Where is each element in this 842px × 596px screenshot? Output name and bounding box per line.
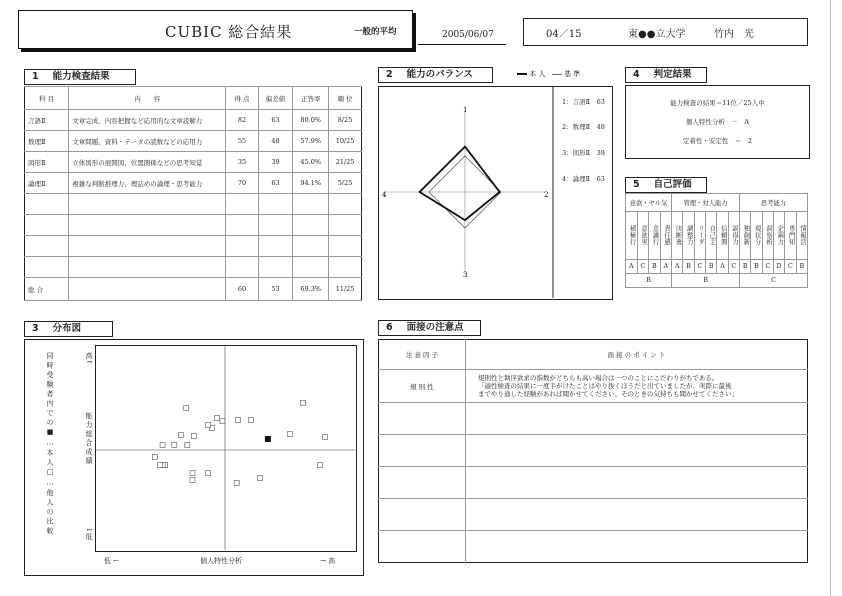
school-name: 東●●立大学 — [628, 29, 686, 40]
examinee-box — [523, 18, 808, 46]
scatter-point-other — [191, 434, 196, 439]
scatter-point-other — [234, 481, 239, 486]
self-eval-grade: C — [694, 260, 705, 274]
scatter-point-other — [172, 443, 177, 448]
table-row — [25, 173, 362, 194]
radar-item-value: 63 — [596, 98, 605, 106]
col-score: 得 点 — [226, 87, 259, 110]
self-eval-grade: C — [637, 260, 649, 274]
self-eval-grade: A — [717, 260, 728, 274]
scatter-point-other — [184, 406, 189, 411]
self-eval-item-label: 情報活 — [799, 225, 807, 246]
factor-label: 規 則 性 — [379, 370, 466, 403]
row-rank: 21/25 — [329, 152, 362, 173]
self-eval-item-label: 独創新 — [742, 225, 750, 246]
self-eval-item-label: リーダ — [697, 225, 705, 246]
group-motivation: 意欲・ヤル気 — [626, 194, 672, 212]
scatter-point-other — [152, 455, 157, 460]
table-row — [25, 110, 362, 131]
self-eval-item — [785, 212, 796, 260]
self-eval-item-label: 積極行 — [628, 225, 636, 246]
self-eval-group-row — [626, 194, 808, 212]
sec2-num: 2 — [386, 69, 393, 80]
self-eval-item — [739, 212, 750, 260]
row-subject: 数理Ⅱ — [25, 131, 69, 152]
sec3-title: 分布図 — [52, 323, 82, 334]
scatter-point-other — [206, 423, 211, 428]
row-subject: 図形Ⅱ — [25, 152, 69, 173]
self-eval-grade: B — [796, 260, 807, 274]
scatter-point-other — [288, 432, 293, 437]
self-eval-item — [683, 212, 694, 260]
y-low-label: ↓低 — [85, 527, 93, 540]
self-eval-item — [694, 212, 705, 260]
row-score: 35 — [226, 152, 259, 173]
scatter-point-other — [258, 476, 263, 481]
interview-row — [379, 370, 808, 403]
row-rate: 94.1% — [293, 173, 329, 194]
table-header-row — [25, 87, 362, 110]
radar-axis-label-1: 1 — [463, 106, 468, 114]
sec6-heading — [378, 320, 481, 336]
ability-table — [24, 86, 362, 301]
row-rank: 10/25 — [329, 131, 362, 152]
sec6-title: 面接の注意点 — [406, 322, 464, 333]
self-eval-item-label: 説得力 — [731, 225, 739, 246]
self-eval-item-label: 自己主 — [708, 225, 716, 246]
summary-management: B — [672, 274, 740, 288]
self-eval-item-label: 現状分 — [753, 225, 761, 246]
col-factor: 注 意 因 子 — [379, 340, 466, 370]
self-eval-summary-row — [626, 274, 808, 288]
legend-std: 基 準 — [563, 70, 581, 78]
judgement-line-1: 能力検査の結果＝11位／25人中 — [670, 99, 765, 107]
self-eval-item — [626, 212, 638, 260]
page-edge — [830, 0, 831, 596]
interview-row-empty — [379, 499, 808, 531]
scatter-point-other — [215, 416, 220, 421]
scatter-svg — [95, 345, 357, 552]
self-eval-item-label: 意識行 — [651, 225, 659, 246]
self-eval-item — [728, 212, 739, 260]
scatter-point-other — [190, 478, 195, 483]
row-content: 文章完成、内容把握など応用的な文章読解力 — [69, 110, 226, 131]
self-eval-item — [751, 212, 762, 260]
radar-legend — [517, 69, 580, 79]
self-eval-item — [706, 212, 717, 260]
sec5-heading — [625, 177, 707, 193]
examinee-id: 04／15 — [546, 29, 582, 40]
scatter-point-other — [220, 419, 225, 424]
radar-item — [562, 148, 605, 157]
col-rank: 順 位 — [329, 87, 362, 110]
self-eval-grade: C — [785, 260, 796, 274]
total-dev: 53 — [258, 278, 293, 301]
table-row-empty — [25, 215, 362, 236]
radar-item-value: 39 — [596, 149, 605, 157]
scatter-point-self — [265, 436, 271, 442]
judgement-line-3: 定着性・安定性 ＝ 2 — [682, 137, 753, 145]
y-axis-label: 能力総合成績 — [85, 412, 93, 466]
sec5-title: 自己評価 — [653, 179, 692, 190]
summary-thinking: C — [739, 274, 807, 288]
col-deviation: 偏差値 — [258, 87, 293, 110]
judgement-box — [625, 85, 810, 159]
interview-row-empty — [379, 403, 808, 435]
interview-row-empty — [379, 531, 808, 563]
self-eval-grade: A — [672, 260, 683, 274]
sec2-heading — [378, 67, 493, 83]
radar-item-label: 2：数理Ⅱ — [562, 123, 591, 131]
self-eval-item — [649, 212, 661, 260]
interview-row-empty — [379, 467, 808, 499]
self-eval-item-label: 調整力 — [685, 225, 693, 246]
self-eval-grade: B — [683, 260, 694, 274]
point-text-line-1: 規則性と執序欲求の指数がどちらも高い場合は一つのことにこだわりがちである。 — [478, 374, 719, 382]
row-subject: 論理Ⅱ — [25, 173, 69, 194]
radar-item — [562, 97, 605, 106]
legend-std-swatch — [552, 74, 562, 75]
table-row — [25, 152, 362, 173]
radar-item-value: 48 — [596, 123, 605, 131]
row-rank: 5/25 — [329, 173, 362, 194]
self-eval-item — [762, 212, 773, 260]
interview-header-row — [379, 340, 808, 370]
row-content: 立体図形の展開図、位置関係などの思考知覚 — [69, 152, 226, 173]
self-eval-item-label: 意欲実 — [640, 225, 648, 246]
group-thinking: 思考能力 — [739, 194, 807, 212]
self-eval-grade: D — [773, 260, 784, 274]
radar-item-label: 1：言語Ⅱ — [562, 98, 591, 106]
table-row-empty — [25, 236, 362, 257]
scatter-point-other — [178, 433, 183, 438]
row-dev: 63 — [258, 173, 293, 194]
sec6-num: 6 — [386, 322, 393, 333]
scatter-point-other — [160, 443, 165, 448]
row-dev: 39 — [258, 152, 293, 173]
row-rate: 57.9% — [293, 131, 329, 152]
sec1-heading — [24, 69, 136, 85]
sec1-num: 1 — [32, 71, 39, 82]
scatter-point-other — [158, 463, 163, 468]
sec1-title: 能力検査結果 — [52, 71, 110, 82]
exam-date: 2005/06/07 — [442, 30, 494, 40]
radar-series-self — [420, 147, 500, 221]
radar-item-value: 63 — [596, 175, 605, 183]
interview-row-empty — [379, 435, 808, 467]
self-eval-item — [717, 212, 728, 260]
examinee-name: 竹内 光 — [714, 29, 754, 40]
radar-axis-label-2: 2 — [544, 191, 549, 199]
judgement-line-2: 個人特性分析 － A — [685, 118, 750, 126]
row-dev: 63 — [258, 110, 293, 131]
interview-table — [378, 339, 808, 563]
self-eval-grade-row — [626, 260, 808, 274]
legend-self-swatch — [517, 73, 527, 75]
col-content: 内 容 — [69, 87, 226, 110]
scatter-point-other — [249, 418, 254, 423]
self-eval-grade: A — [660, 260, 672, 274]
group-management: 管理・対人能力 — [672, 194, 740, 212]
sec5-num: 5 — [633, 179, 640, 190]
col-subject: 科 目 — [25, 87, 69, 110]
self-eval-grade: C — [762, 260, 773, 274]
self-eval-grade: B — [649, 260, 661, 274]
sec4-heading — [625, 67, 707, 83]
sec2-title: 能力のバランス — [406, 69, 473, 80]
total-rate: 69.3% — [293, 278, 329, 301]
self-eval-item — [796, 212, 807, 260]
sec3-num: 3 — [32, 323, 39, 334]
page-title: CUBIC 総合結果 — [165, 23, 293, 41]
sec3-heading — [24, 321, 113, 337]
title-box — [18, 10, 413, 49]
radar-axis-label-3: 3 — [463, 271, 468, 279]
self-eval-item-label: 専門知 — [787, 225, 795, 246]
self-eval-item — [660, 212, 672, 260]
self-eval-grade: A — [626, 260, 638, 274]
radar-item — [562, 122, 605, 131]
self-eval-item — [773, 212, 784, 260]
table-row-empty — [25, 257, 362, 278]
self-eval-grade: B — [706, 260, 717, 274]
table-row — [25, 131, 362, 152]
scatter-point-other — [323, 435, 328, 440]
table-row-empty — [25, 194, 362, 215]
self-eval-item-row — [626, 212, 808, 260]
sec4-num: 4 — [633, 69, 640, 80]
self-eval-grade: B — [739, 260, 750, 274]
row-rate: 45.0% — [293, 152, 329, 173]
legend-self: 本 人 — [529, 70, 546, 78]
col-rate: 正答率 — [293, 87, 329, 110]
distribution-legend: 同時受験者内での■…本人□…他人の比較 — [46, 352, 54, 537]
scatter-point-other — [317, 463, 322, 468]
point-text — [466, 370, 808, 403]
col-point: 面 接 の ポ イ ン ト — [466, 340, 808, 370]
row-score: 70 — [226, 173, 259, 194]
x-low-label: 低 ← — [104, 557, 120, 565]
self-eval-item — [637, 212, 649, 260]
page-subtitle: 一般的平均 — [354, 27, 397, 37]
scatter-point-other — [185, 443, 190, 448]
total-rank: 11/25 — [329, 278, 362, 301]
self-eval-item-label: 洞察析 — [765, 225, 773, 246]
scatter-point-other — [236, 418, 241, 423]
total-label: 総 合 — [25, 278, 69, 301]
y-high-label: 高↑ — [85, 352, 93, 365]
row-score: 55 — [226, 131, 259, 152]
scatter-point-other — [190, 471, 195, 476]
self-eval-item — [672, 212, 683, 260]
scatter-point-other — [206, 471, 211, 476]
row-score: 82 — [226, 110, 259, 131]
row-dev: 48 — [258, 131, 293, 152]
date-underline — [418, 44, 506, 45]
radar-item-label: 4：論理Ⅱ — [562, 175, 591, 183]
row-rate: 80.0% — [293, 110, 329, 131]
self-eval-item-label: 責任感 — [663, 225, 671, 246]
radar-chart — [378, 86, 611, 298]
row-rank: 8/25 — [329, 110, 362, 131]
summary-motivation: B — [626, 274, 672, 288]
x-axis-label: 個人特性分析 — [200, 557, 242, 565]
row-content: 文章問題、資料・データの読数などの応用力 — [69, 131, 226, 152]
x-high-label: → 高 — [320, 557, 336, 565]
self-eval-grade: C — [728, 260, 739, 274]
radar-item — [562, 174, 605, 183]
table-total-row — [25, 278, 362, 301]
self-eval-item-label: 企画力 — [776, 225, 784, 246]
point-text-line-3: までやり通した経験があれば聞かせてください。そのときの気持ちも聞かせてください」 — [478, 390, 738, 398]
radar-axis-label-4: 4 — [382, 191, 387, 199]
self-eval-grade: B — [751, 260, 762, 274]
scatter-point-other — [301, 401, 306, 406]
point-text-line-2: 「適性検査の結果に一度手がけたことはやり抜くほうだと出ていましたが、実際に最後 — [478, 382, 732, 390]
radar-item-label: 3：図形Ⅱ — [562, 149, 591, 157]
self-eval-table — [625, 193, 808, 288]
sec4-title: 判定結果 — [653, 69, 692, 80]
row-subject: 言語Ⅱ — [25, 110, 69, 131]
self-eval-item-label: 信頼関 — [719, 225, 727, 246]
total-score: 60 — [226, 278, 259, 301]
row-content: 複雑な判断推理力、理詰めの論理・思考能力 — [69, 173, 226, 194]
self-eval-item-label: 決断勇 — [674, 225, 682, 246]
